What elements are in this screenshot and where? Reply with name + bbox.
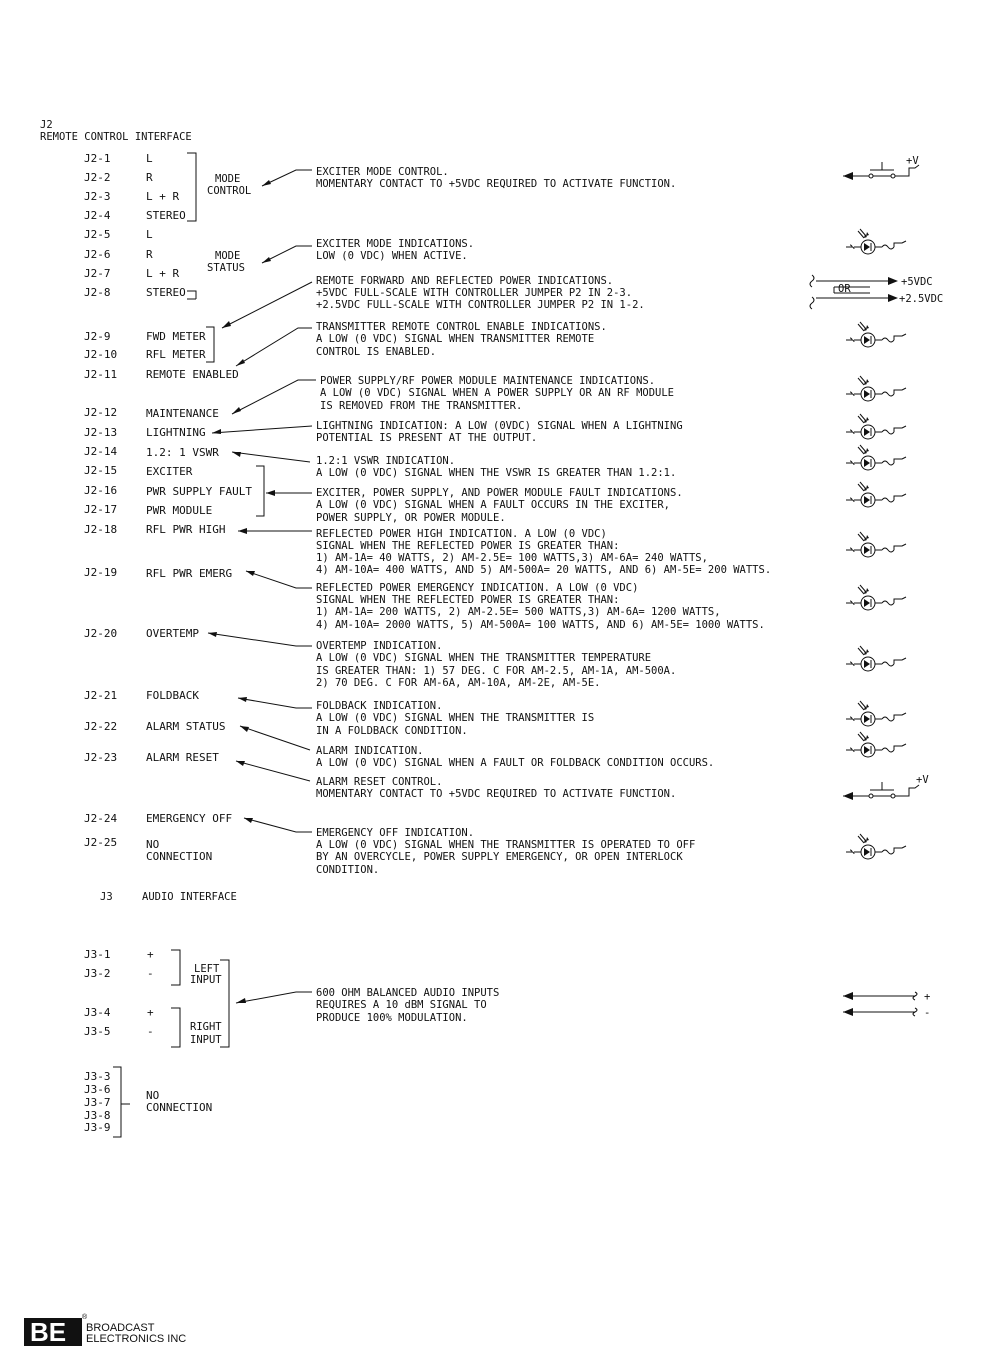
j2-signal-symbols [810,155,943,859]
led-symbol [846,376,906,401]
desc-line: POWER SUPPLY, OR POWER MODULE. [316,512,506,524]
supply-label: +V [916,774,929,786]
desc-line: LIGHTNING INDICATION: A LOW (0VDC) SIGNAL WHEN A LIGHTNING [316,420,683,432]
pin-number: J2-9 [84,330,111,343]
pin-label: OVERTEMP [146,627,199,640]
desc-line: MOMENTARY CONTACT TO +5VDC REQUIRED TO ACTIVATE FUNCTION. [316,178,677,190]
pin-label: L [146,152,153,165]
pin-number: J2-16 [84,484,118,497]
pin-number: J2-11 [84,368,118,381]
desc-line: A LOW (0 VDC) SIGNAL WHEN A FAULT OR FOLDBACK CONDITION OCCURS. [316,757,715,769]
pin-label: FOLDBACK [146,689,199,702]
pin-number: J3-8 [84,1109,111,1122]
nc-label: CONNECTION [146,1101,213,1114]
desc-line: A LOW (0 VDC) SIGNAL WHEN TRANSMITTER REMOTE [316,333,595,345]
audio-minus-label: - [924,1007,931,1019]
pin-number: J2-23 [84,751,118,764]
switch-symbol [843,782,919,800]
audio-input-symbols [843,991,930,1019]
j3-connector-label: J3 [100,891,113,903]
pin-number: J2-6 [84,248,111,261]
led-symbol [846,229,906,254]
led-symbol [846,322,906,347]
right-input-label: INPUT [190,1034,222,1046]
desc-line: A LOW (0 VDC) SIGNAL WHEN A FAULT OCCURS IN THE EXCITER, [316,499,671,511]
led-symbol [846,585,906,610]
desc-line: 1) AM-1A= 200 WATTS, 2) AM-2.5E= 500 WATTS,3) AM-6A= 1200 WATTS, [316,606,721,618]
nc-label: NO [146,1089,160,1102]
pin-label: PWR SUPPLY FAULT [146,485,252,498]
meter-5v-label: +5VDC [901,276,933,288]
pin-label: STEREO [146,286,186,299]
pin-label: RFL PWR HIGH [146,523,226,536]
desc-line: CONDITION. [316,864,380,876]
pin-number: J3-7 [84,1096,111,1109]
be-logo-letters: BE [30,1317,67,1347]
pin-number: J2-3 [84,190,111,203]
desc-line: MOMENTARY CONTACT TO +5VDC REQUIRED TO ACTIVATE FUNCTION. [316,788,677,800]
led-symbol [846,414,906,439]
pin-number: J3-6 [84,1083,111,1096]
pin-number: J2-14 [84,445,118,458]
pin-label: EMERGENCY OFF [146,812,233,825]
desc-line: A LOW (0 VDC) SIGNAL WHEN THE TRANSMITTER IS OPERATED TO OFF [316,839,696,851]
pin-number: J2-1 [84,152,111,165]
pin-label: CONNECTION [146,850,213,863]
audio-desc-line: 600 OHM BALANCED AUDIO INPUTS [316,987,500,999]
pin-label: R [146,171,153,184]
led-symbol [846,834,906,859]
pin-label: RFL PWR EMERG [146,567,233,580]
or-label: OR [838,283,851,295]
pin-label: R [146,248,153,261]
pin-label: L + R [146,190,180,203]
led-symbol [846,646,906,671]
pin-label: PWR MODULE [146,504,213,517]
broadcast-electronics-logo [24,1316,224,1350]
pin-label: MAINTENANCE [146,407,219,420]
audio-plus-label: + [924,991,931,1003]
pin-number: J3-2 [84,967,111,980]
pin-label: FWD METER [146,330,206,343]
be-logo-mark [24,1318,82,1346]
desc-line: IS GREATER THAN: 1) 57 DEG. C FOR AM-2.5, AM-1A, AM-500A. [316,665,677,677]
company-name-line2: ELECTRONICS INC [86,1333,187,1345]
desc-line: LOW (0 VDC) WHEN ACTIVE. [316,250,468,262]
pin-number: J2-24 [84,812,118,825]
desc-line: BY AN OVERCYCLE, POWER SUPPLY EMERGENCY, OR OPEN INTERLOCK [316,851,683,863]
pin-label: - [147,967,154,980]
desc-line: SIGNAL WHEN THE REFLECTED POWER IS GREATER THAN: [316,540,620,552]
pin-number: J3-9 [84,1121,111,1134]
desc-line: 2) 70 DEG. C FOR AM-6A, AM-10A, AM-2E, AM-5E. [316,677,601,689]
pin-number: J2-18 [84,523,118,536]
left-input-label: LEFT [194,963,220,975]
desc-line: SIGNAL WHEN THE REFLECTED POWER IS GREATER THAN: [316,594,620,606]
pin-number: J2-8 [84,286,111,299]
pin-label: ALARM RESET [146,751,219,764]
company-name-line1: BROADCAST [86,1322,155,1334]
desc-line: 4) AM-10A= 2000 WATTS, 5) AM-500A= 100 WATTS, AND 6) AM-5E= 1000 WATTS. [316,619,765,631]
meter-25v-label: +2.5VDC [899,293,944,305]
pin-number: J2-12 [84,406,118,419]
pin-number: J3-1 [84,948,111,961]
j2-connector-label: J2 [40,119,53,131]
led-symbol [846,701,906,726]
j2-section-title: REMOTE CONTROL INTERFACE [40,131,192,143]
pin-label: RFL METER [146,348,206,361]
pin-number: J2-7 [84,267,111,280]
pin-label: 1.2: 1 VSWR [146,446,219,459]
pin-label: + [147,1006,154,1019]
pin-number: J2-13 [84,426,118,439]
mode-status-label: MODE [215,250,241,262]
pin-label: EXCITER [146,465,193,478]
desc-line: EXCITER MODE CONTROL. [316,166,449,178]
mode-status-label: STATUS [207,262,245,274]
desc-line: EXCITER MODE INDICATIONS. [316,238,475,250]
supply-label: +V [906,155,919,167]
pin-number: J3-4 [84,1006,111,1019]
left-input-label: INPUT [190,974,222,986]
desc-line: TRANSMITTER REMOTE CONTROL ENABLE INDICATIONS. [316,321,607,333]
led-symbol [846,445,906,470]
led-symbol [846,732,906,757]
pin-number: J2-17 [84,503,118,516]
company-name [86,1323,186,1345]
led-symbol [846,532,906,557]
registered-mark: ® [82,1314,88,1321]
desc-line: REMOTE FORWARD AND REFLECTED POWER INDICATIONS. [316,275,614,287]
pin-number: J2-25 [84,836,118,849]
led-symbol [846,482,906,507]
pin-number: J2-20 [84,627,118,640]
pin-label: STEREO [146,209,186,222]
mode-control-label: MODE [215,173,241,185]
pin-label: REMOTE ENABLED [146,368,239,381]
desc-line: OVERTEMP INDICATION. [316,640,443,652]
pin-number: J2-19 [84,566,118,579]
pin-label: ALARM STATUS [146,720,226,733]
pin-label: NO [146,838,160,851]
pin-label: L + R [146,267,180,280]
desc-line: IS REMOVED FROM THE TRANSMITTER. [320,400,523,412]
mode-control-label: CONTROL [207,185,252,197]
desc-line: EXCITER, POWER SUPPLY, AND POWER MODULE FAULT INDICATIONS. [316,487,683,499]
desc-line: IN A FOLDBACK CONDITION. [316,725,468,737]
pin-number: J2-21 [84,689,118,702]
desc-line: +2.5VDC FULL-SCALE WITH CONTROLLER JUMPER P2 IN 1-2. [316,299,645,311]
desc-line: 4) AM-10A= 400 WATTS, AND 5) AM-500A= 20 WATTS, AND 6) AM-5E= 200 WATTS. [316,564,772,576]
desc-line: ALARM INDICATION. [316,745,424,757]
pin-number: J2-2 [84,171,111,184]
desc-line: ALARM RESET CONTROL. [316,776,443,788]
pin-label: + [147,948,154,961]
pin-number: J3-3 [84,1070,111,1083]
desc-line: +5VDC FULL-SCALE WITH CONTROLLER JUMPER P2 IN 2-3. [316,287,633,299]
j3-pin-list [84,948,154,1038]
j3-nc-pins [84,1070,212,1134]
pin-number: J2-15 [84,464,118,477]
audio-desc-line: PRODUCE 100% MODULATION. [316,1012,468,1024]
desc-line: EMERGENCY OFF INDICATION. [316,827,475,839]
desc-line: A LOW (0 VDC) SIGNAL WHEN THE TRANSMITTER IS [316,712,595,724]
desc-line: A LOW (0 VDC) SIGNAL WHEN A POWER SUPPLY OR AN RF MODULE [320,387,675,399]
pin-label: - [147,1025,154,1038]
right-input-label: RIGHT [190,1021,222,1033]
desc-line: 1.2:1 VSWR INDICATION. [316,455,456,467]
desc-line: POTENTIAL IS PRESENT AT THE OUTPUT. [316,432,538,444]
pin-label: LIGHTNING [146,426,206,439]
desc-line: 1) AM-1A= 40 WATTS, 2) AM-2.5E= 100 WATTS,3) AM-6A= 240 WATTS, [316,552,708,564]
pin-label: L [146,228,153,241]
desc-line: FOLDBACK INDICATION. [316,700,443,712]
desc-line: REFLECTED POWER EMERGENCY INDICATION. A LOW (0 VDC) [316,582,639,594]
j3-section-title: AUDIO INTERFACE [142,891,237,903]
pin-number: J2-5 [84,228,111,241]
desc-line: CONTROL IS ENABLED. [316,346,437,358]
pin-number: J3-5 [84,1025,111,1038]
j2-descriptions [316,166,771,876]
pin-number: J2-10 [84,348,118,361]
desc-line: A LOW (0 VDC) SIGNAL WHEN THE VSWR IS GREATER THAN 1.2:1. [316,467,677,479]
pin-number: J2-22 [84,720,118,733]
desc-line: A LOW (0 VDC) SIGNAL WHEN THE TRANSMITTER TEMPERATURE [316,652,652,664]
pin-number: J2-4 [84,209,111,222]
audio-desc-line: REQUIRES A 10 dBM SIGNAL TO [316,999,487,1011]
desc-line: POWER SUPPLY/RF POWER MODULE MAINTENANCE INDICATIONS. [320,375,656,387]
desc-line: REFLECTED POWER HIGH INDICATION. A LOW (0 VDC) [316,528,607,540]
